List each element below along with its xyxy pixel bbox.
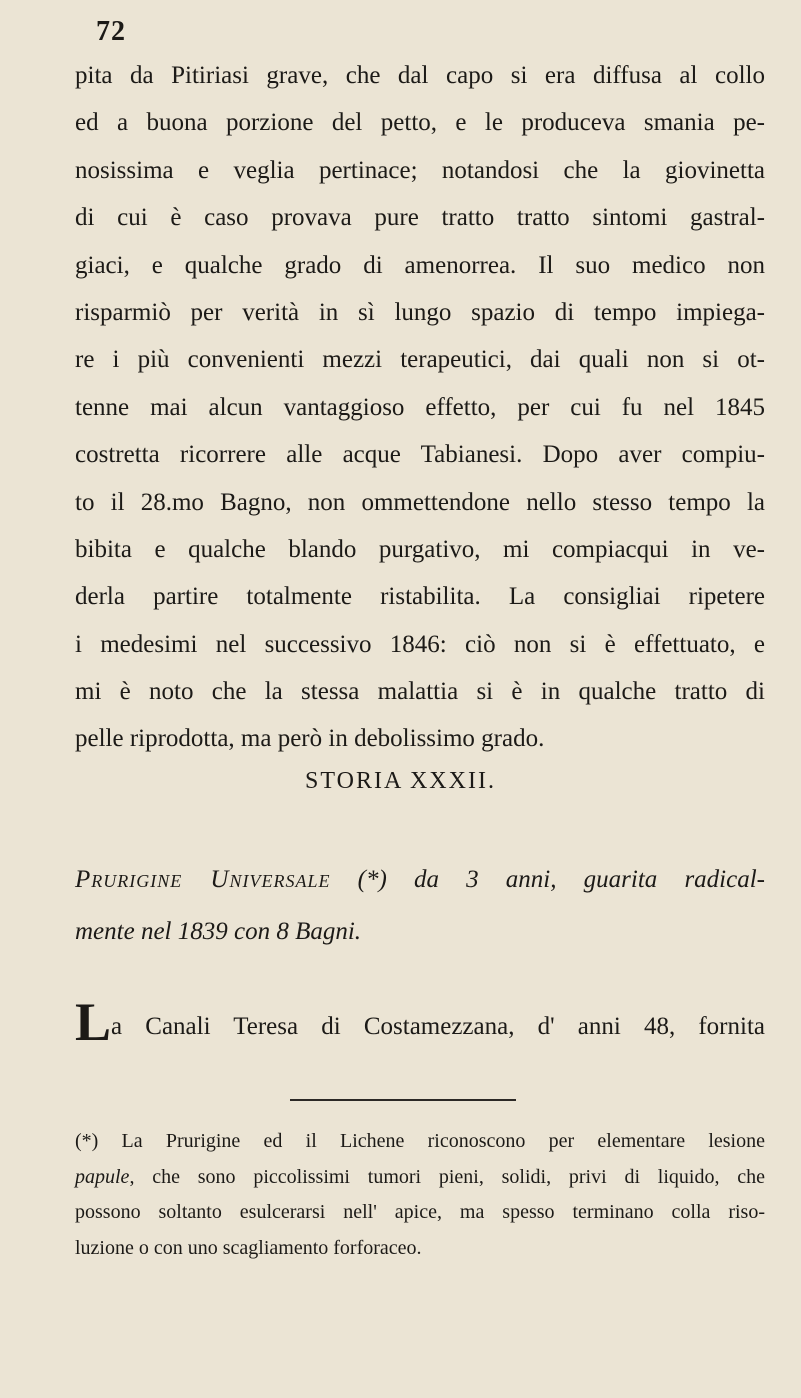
opening-line bbox=[75, 992, 765, 1054]
body-line: to il 28.mo Bagno, non ommettendone nello stesso tempo la bbox=[75, 488, 765, 516]
drop-cap: L bbox=[75, 992, 112, 1052]
footnote-line: possono soltanto esulcerarsi nell' apice, ma spesso terminano colla riso- bbox=[75, 1201, 765, 1224]
body-line: ed a buona porzione del petto, e le produceva smania pe- bbox=[75, 109, 765, 137]
case-subtitle bbox=[75, 854, 765, 958]
footnote-line-rest: , che sono piccolissimi tumori pieni, solidi, privi di liquido, che bbox=[129, 1165, 765, 1188]
body-line: pita da Pitiriasi grave, che dal capo si era diffusa al collo bbox=[75, 62, 765, 89]
subtitle-rest: (*) da 3 anni, guarita radical- bbox=[330, 866, 765, 893]
footnote-line: luzione o con uno scagliamento forforaceo. bbox=[75, 1237, 422, 1260]
section-title: STORIA XXXII. bbox=[305, 768, 496, 794]
body-text bbox=[75, 52, 765, 763]
footnote bbox=[75, 1124, 765, 1267]
body-line: bibita e qualche blando purgativo, mi compiacqui in ve- bbox=[75, 535, 765, 563]
body-line: re i più convenienti mezzi terapeutici, dai quali non si ot- bbox=[75, 346, 765, 374]
body-line: giaci, e qualche grado di amenorrea. Il suo medico non bbox=[75, 251, 765, 279]
footnote-italic-term: papule bbox=[75, 1165, 130, 1188]
body-line: nosissima e veglia pertinace; notandosi che la giovinetta bbox=[75, 156, 765, 184]
footnote-line bbox=[75, 1160, 765, 1196]
page-number: 72 bbox=[96, 16, 126, 47]
body-line: costretta ricorrere alle acque Tabianesi. Dopo aver compiu- bbox=[75, 441, 765, 469]
subtitle-caps: Prurigine Universale bbox=[75, 866, 331, 893]
body-line: pelle riprodotta, ma però in debolissimo grado. bbox=[75, 725, 545, 753]
footnote-line: (*) La Prurigine ed il Lichene riconoscono per elementare lesione bbox=[75, 1130, 765, 1152]
body-line: i medesimi nel successivo 1846: ciò non si è effettuato, e bbox=[75, 630, 765, 658]
body-line: tenne mai alcun vantaggioso effetto, per cui fu nel 1845 bbox=[75, 393, 765, 421]
subtitle-line: mente nel 1839 con 8 Bagni. bbox=[75, 918, 362, 945]
footnote-divider bbox=[290, 1099, 516, 1101]
body-line: mi è noto che la stessa malattia si è in qualche tratto di bbox=[75, 678, 765, 706]
body-line: di cui è caso provava pure tratto tratto sintomi gastral- bbox=[75, 204, 765, 232]
body-line: derla partire totalmente ristabilita. La consigliai ripetere bbox=[75, 583, 765, 611]
subtitle-line bbox=[75, 854, 765, 906]
body-line: risparmiò per verità in sì lungo spazio di tempo impiega- bbox=[75, 298, 765, 326]
opening-text: a Canali Teresa di Costamezzana, d' anni 48, fornita bbox=[111, 1013, 765, 1040]
